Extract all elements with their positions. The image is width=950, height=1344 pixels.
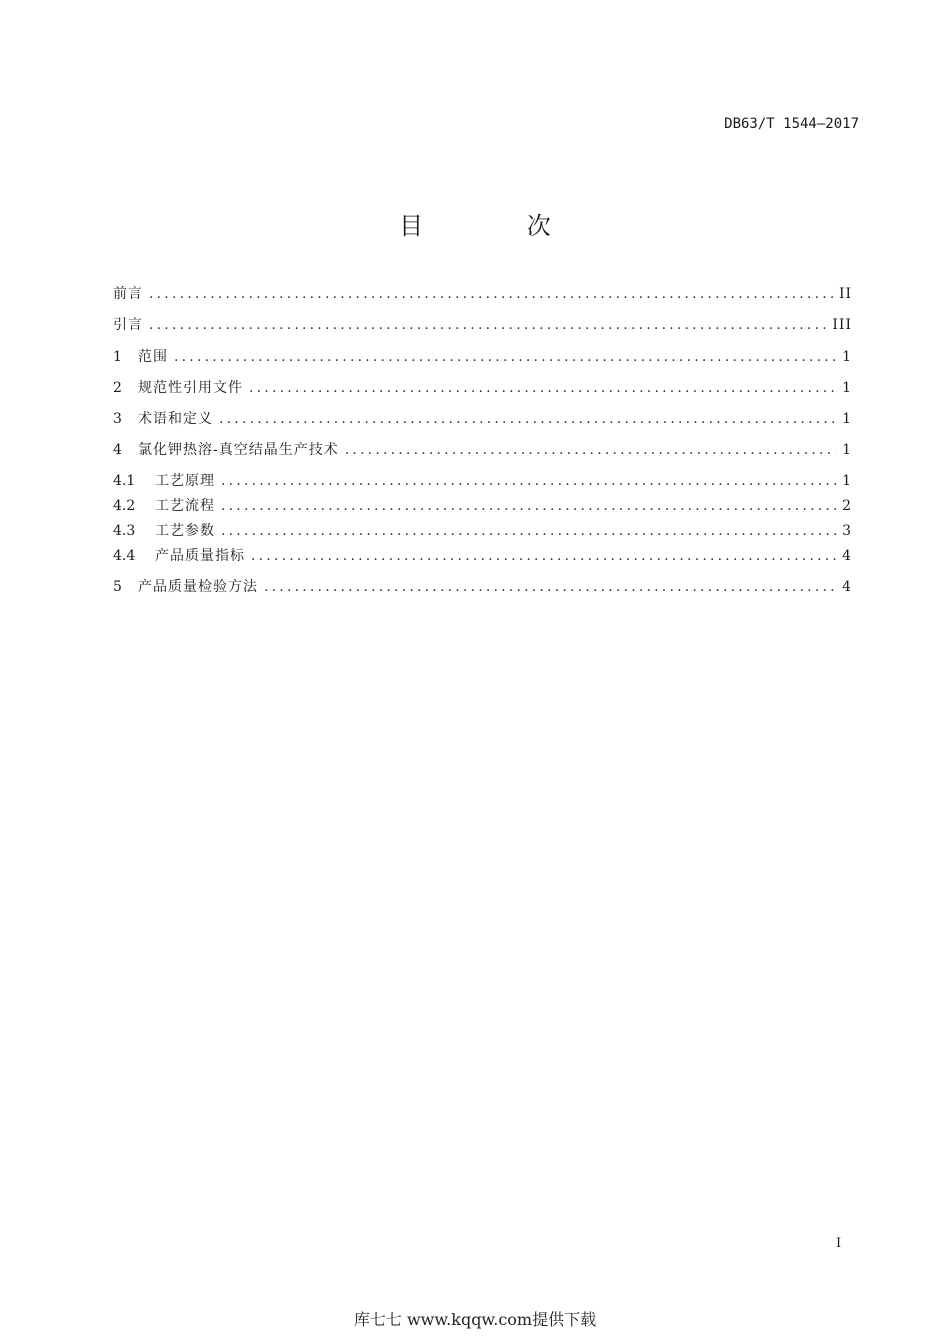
toc-entry-title: 术语和定义 <box>138 411 213 427</box>
toc-entry-title: 规范性引用文件 <box>138 380 243 396</box>
toc-entry[interactable] <box>113 284 852 304</box>
toc-entry-page: 4 <box>842 548 852 564</box>
toc-entry-title: 引言 <box>113 317 143 333</box>
toc-entry-page: III <box>832 317 852 333</box>
toc-entry[interactable] <box>113 577 852 597</box>
toc-entry-page: 4 <box>842 579 852 595</box>
toc-dot-leader <box>219 409 836 429</box>
toc-entry-title: 前言 <box>113 286 143 302</box>
toc-entry-title: 工艺参数 <box>155 523 215 539</box>
toc-entry-page: II <box>838 286 852 302</box>
toc-entry-page: 1 <box>842 473 852 489</box>
toc-entry-page: 3 <box>842 523 852 539</box>
page-number: I <box>836 1236 842 1251</box>
toc-dot-leader <box>174 347 836 367</box>
toc-entry-page: 1 <box>842 380 852 396</box>
toc-entry[interactable] <box>113 409 852 429</box>
toc-entry-page: 1 <box>842 411 852 427</box>
toc-entry[interactable] <box>113 471 852 491</box>
toc-entry-title: 产品质量检验方法 <box>138 579 258 595</box>
toc-dot-leader <box>221 496 836 516</box>
toc-entry[interactable] <box>113 496 852 516</box>
toc-entry-title: 产品质量指标 <box>155 548 245 564</box>
toc-entry-number: 1 <box>113 349 122 365</box>
toc-dot-leader <box>264 577 836 597</box>
toc-entry-number: 3 <box>113 411 122 427</box>
toc-entry-title: 工艺原理 <box>155 473 215 489</box>
toc-entry-page: 1 <box>842 349 852 365</box>
toc-entry-number: 4.2 <box>113 498 136 514</box>
toc-entry-page: 1 <box>842 442 852 458</box>
toc-entry[interactable] <box>113 440 852 460</box>
toc-dot-leader <box>149 315 826 335</box>
toc-entry-title: 范围 <box>138 349 168 365</box>
toc-dot-leader <box>149 284 833 304</box>
toc-entry-page: 2 <box>842 498 852 514</box>
toc-entry-number: 5 <box>113 579 122 595</box>
toc-dot-leader <box>345 440 836 460</box>
toc-entry[interactable] <box>113 521 852 541</box>
toc-entry-number: 4 <box>113 442 122 458</box>
toc-entry-number: 4.3 <box>113 523 136 539</box>
toc-entry[interactable] <box>113 315 852 335</box>
toc-dot-leader <box>249 378 836 398</box>
toc-entry-number: 4.1 <box>113 473 136 489</box>
footer-watermark: 库七七 www.kqqw.com提供下载 <box>353 1310 597 1329</box>
toc-entry-title: 工艺流程 <box>155 498 215 514</box>
page-title: 目 次 <box>399 212 599 240</box>
toc-entry[interactable] <box>113 378 852 398</box>
toc-dot-leader <box>251 546 836 566</box>
toc-entry-title: 氯化钾热溶-真空结晶生产技术 <box>138 442 339 458</box>
toc-entry-number: 2 <box>113 380 122 396</box>
toc-entry[interactable] <box>113 546 852 566</box>
document-id: DB63/T 1544—2017 <box>724 116 859 132</box>
toc-entry-number: 4.4 <box>113 548 136 564</box>
toc-dot-leader <box>221 521 836 541</box>
toc-dot-leader <box>221 471 836 491</box>
toc-entry[interactable] <box>113 347 852 367</box>
